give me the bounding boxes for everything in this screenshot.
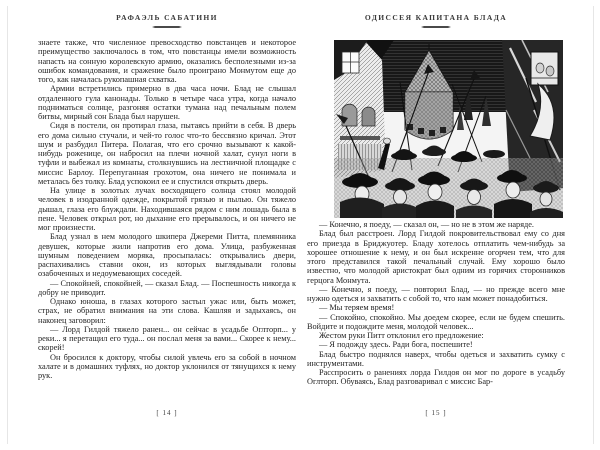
paragraph: Армии встретились примерно в два часа ночи. Блад не слышал отдаленного гула канонады. Только в четыре часа утра, когда начало подниматься солнце, разгоняя остатки тумана над печальным полем битвы, мирный сон Блада был нарушен.: [38, 84, 296, 121]
paragraph: Сидя в постели, он протирал глаза, пытаясь прийти в себя. В дверь его дома сильно стучали, и чей-то голос что-то бессвязно кричал. Этот шум и разбудил Питера. Полагая, что его срочно вызывают к какой-нибудь роженице, он набросил на плечи ночной халат, сунул ноги в туфли и выбежал из комнаты, столкнувшись на лестничной площадке с миссис Барлоу. Перепуганная грохотом, она ничего не понимала и металась без толку. Блад успокоил ее и спустился открыть дверь.: [38, 121, 296, 186]
paragraph: — Мы теряем время!: [319, 303, 395, 313]
page-right: [300, 0, 600, 450]
paragraph: — Я подожду здесь. Ради бога, поспешите!: [319, 340, 473, 350]
paragraph: Расспросить о ранениях лорда Гилдоя он мог по дороге в усадьбу Оглторп. Обуваясь, Блад разговаривал с миссис Бар-: [307, 368, 565, 387]
paragraph: — Спокойно, спокойно. Мы доедем скорее, если не будем спешить. Войдите и подождите меня, молодой человек...: [307, 312, 565, 331]
running-header-title: ОДИССЕЯ КАПИТАНА БЛАДА: [364, 13, 508, 22]
paragraph: Блад быстро поднялся наверх, чтобы одеться и захватить сумку с инструментами.: [307, 349, 565, 368]
paragraph: — Лорд Гилдой тяжело ранен... он сейчас в усадьбе Оглторп... у реки... я перетащил его туда... он послал меня за вами... Скорее к нему... скорей!: [38, 324, 296, 353]
paragraph: знаете также, что численное превосходство повстанцев и некоторое преимущество заключалось в том, что повстанцы имели возможность напасть на сонную королевскую армию, оказались бесполезными из-за ошибок командования, и сражение было проиграно Монмутом еще до того, как началась рукопашная схватка.: [38, 38, 296, 84]
paragraph: Он бросился к доктору, чтобы силой увлечь его за собой в ночном халате и в домашних туфлях, но доктор уклонился от тянущихся к нему рук.: [38, 352, 296, 380]
paragraph: Однако юноша, в глазах которого застыл ужас или, быть может, страх, не обратил внимания на эти слова. Кашляя и задыхаясь, он наконец заговорил:: [38, 297, 296, 325]
paragraph: Блад узнал в нем молодого шкипера Джереми Питта, племянника девушек, которые жили напротив его дома. Улица, разбуженная шумным поведением моряка, просыпалась: открывались двери, распахивались ставни окон, из которых выглядывали головы озабоченных и недоумевающих соседей.: [38, 232, 296, 279]
paragraph: Жестом руки Питт отклонил его предложение:: [319, 331, 484, 340]
paragraph: — Конечно, я поеду, — повторил Блад, — но прежде всего мне нужно одеться и захватить с собой то, что нам может понадобиться.: [307, 284, 565, 303]
right-text-column: [307, 220, 565, 387]
paragraph: На улице в золотых лучах восходящего солнца стоял молодой человек в изодранной одежде, покрытой грязью и пылью. Он тяжело дышал, глаза его блуждали. Находившаяся рядом с ним лошадь была в пене. Человек открыл рот, но дыхание его прерывалось, и он ничего не мог произнести.: [38, 186, 296, 232]
street-mob-illustration: [334, 40, 563, 218]
header-rule-ornament: [152, 26, 182, 28]
engraving-svg: [334, 40, 563, 218]
page-number-left: [ 14 ]: [156, 409, 178, 417]
paragraph: — Конечно, я поеду, — сказал он, — но не в этом же наряде.: [319, 220, 534, 229]
page-number-right: [ 15 ]: [425, 409, 447, 417]
paragraph: Блад был расстроен. Лорд Гилдой покровительствовал ему со дня его приезда в Бриджуотер. Бладу хотелось отплатить чем-нибудь за хорошее отношение к нему, и он был искренне огорчен тем, что для этого представился такой печальный случай. Ему хорошо было известно, что молодой аристократ был одним из горячих сторонников герцога Монмута.: [307, 229, 565, 285]
running-header-author: РАФАЭЛЬ САБАТИНИ: [116, 13, 218, 22]
header-rule-ornament: [421, 26, 451, 28]
paragraph: — Спокойней, спокойней, — сказал Блад. — Поспешность никогда к добру не приводит.: [38, 278, 296, 297]
left-text-column: [38, 38, 296, 380]
